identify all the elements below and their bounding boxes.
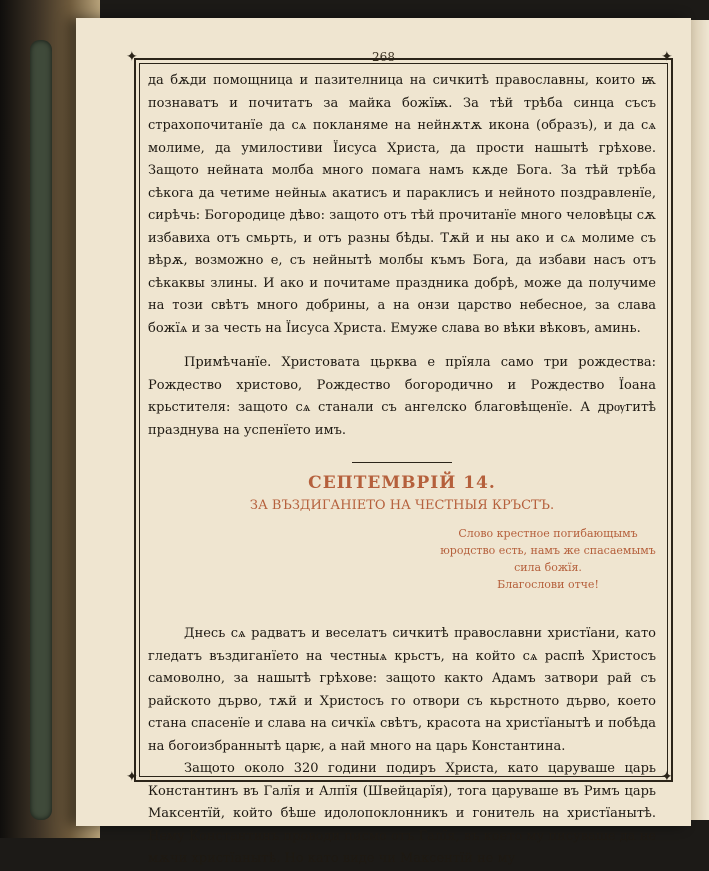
corner-ornament-icon: ✦ — [661, 769, 673, 785]
book-page — [76, 18, 691, 866]
note-paragraph: Примѣчанїе. Христовата цьрква е прїяла само три рождества: Рождество христово, Рождество богородично и Рождество Їоана крьстителя: защото сѧ станали съ ангелско благовѣщенїе. А дрѹгитѣ празднува на успенїето имъ. — [148, 355, 656, 438]
corner-ornament-icon: ✦ — [126, 769, 138, 785]
epigraph — [438, 525, 658, 593]
page-content — [148, 70, 656, 871]
paragraph: Защото около 320 години подиръ Христа, като царуваше царь Константинъ въ Галїя и Алпїя (Швейцарїя), тога царуваше въ Римъ царь Максентїй, който бѣше идолопоклонникъ и гонитель на христїанытѣ. Нему Константинъ проводи писмо отъ Галїя, въ което му писуваше да не мѫчи христїанытѣ. Но като виде чи Максентїй не му — [148, 761, 656, 866]
feast-title: СЕПТЕМВРІЙ 14. — [308, 473, 496, 493]
paragraph: Днесь сѧ радватъ и веселатъ сичкитѣ православни христїани, като гледатъ въздиганїето на честныѧ крьстъ, на който сѧ распѣ Христосъ самоволно, за нашытѣ грѣхове: защото както Адамъ затвори рай съ райското дърво, тѫй и Христосъ го отвори съ кьрстното дърво, което стана спасенїе и слава на сичкїѧ свѣтъ, красота на христїанытѣ и побѣда на богоизбраннытѣ царѥ, а най много на царь Константина. — [148, 626, 656, 754]
feast-subtitle: ЗА ВЪЗДИГАНІЕТО НА ЧЕСТНЫЯ КРЪСТЪ. — [249, 498, 555, 513]
epigraph-text: Слово крестное погибающымъ юродство есть, намъ же спасаемымъ сила божїя. — [440, 527, 656, 574]
corner-ornament-icon: ✦ — [126, 49, 138, 65]
main-text — [148, 623, 656, 871]
page-number: 268 — [372, 50, 395, 64]
corner-ornament-icon: ✦ — [661, 49, 673, 65]
paragraph: да бѫди помощница и пазителница на сичкитѣ православны, които ѭ познаватъ и почитатъ за майка божїѭ. За тѣй трѣба синца съсъ страхопочитанїе да сѧ покланяме на нейнѫтѫ икона (образъ), и да сѧ молиме, да умилостиви Їисуса Христа, да прости нашытѣ грѣхове. Защото нейната молба много помага намъ кѫде Бога. За тѣй трѣба сѣкога да четиме нейныѧ акатисъ и параклисъ и нейното поздравленїе, сирѣчь: Богородице дѣво: защото отъ тѣй прочитанїе много человѣцы сѫ избавиха отъ смьрть, и отъ разны бѣды. Тѫй и ны ако и сѧ молиме съ вѣрѫ, возможно е, съ нейнытѣ молбы къмъ Бога, да избави насъ отъ сѣкаквы злины. И ако и почитаме праздника добрѣ, може да получиме на този свѣтъ много добрины, а на онзи царство небесное, за слава божїѧ и за честь на Їисуса Христа. Емуже слава во вѣки вѣковъ, аминь. — [148, 73, 656, 336]
book-spine — [30, 40, 52, 820]
section-divider — [352, 462, 452, 463]
epigraph-blessing: Благослови отче! — [497, 578, 599, 591]
